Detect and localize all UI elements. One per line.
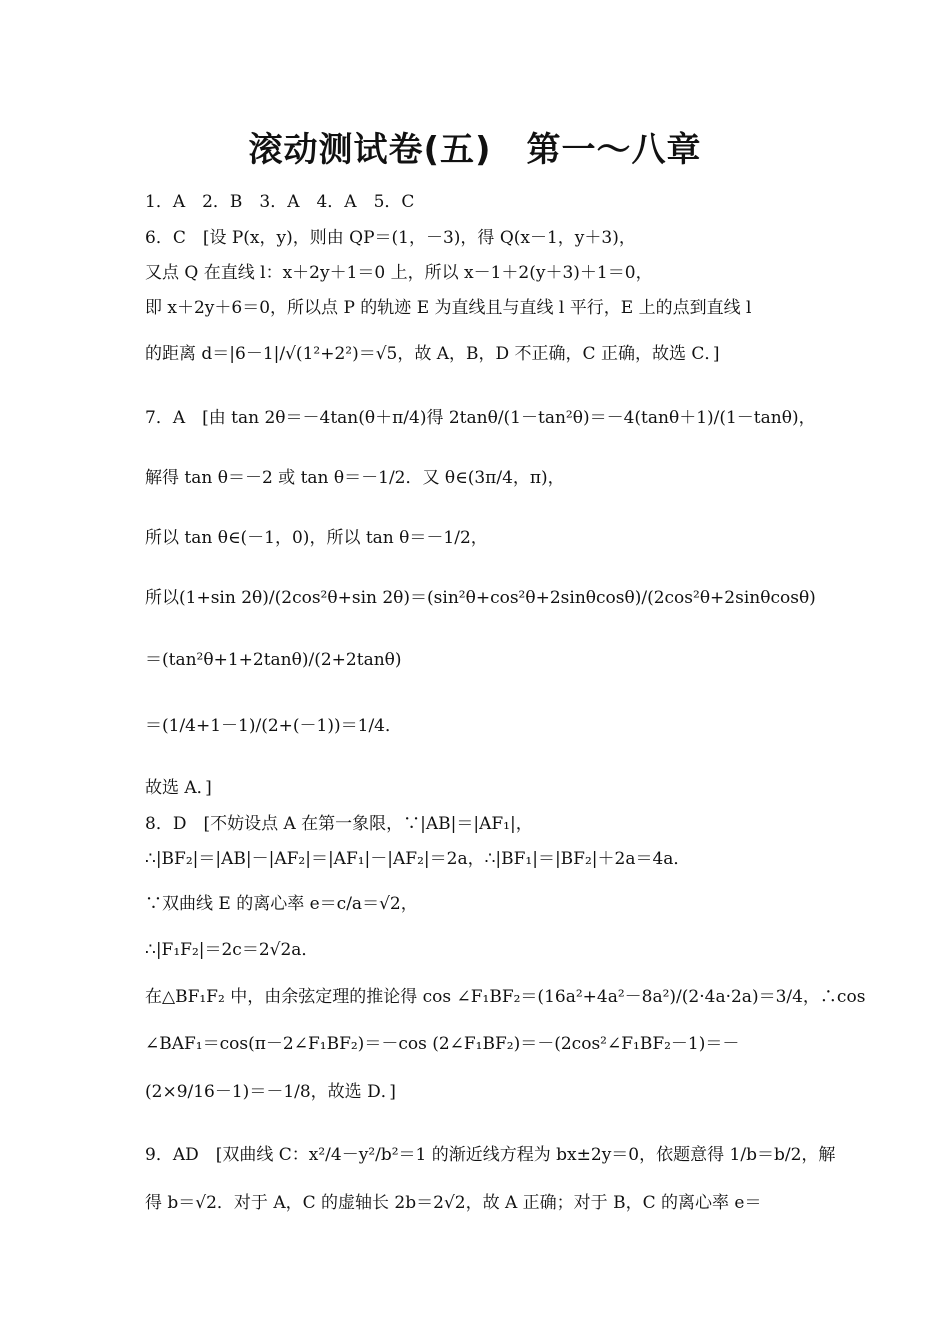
answer-line-19: (2×9/16－1)＝－1/8，故选 D．] bbox=[145, 1082, 396, 1102]
answer-line-8: 所以 tan θ∈(－1，0)，所以 tan θ＝－1/2， bbox=[145, 528, 488, 548]
answer-line-16: ∴|F₁F₂|＝2c＝2√2a． bbox=[145, 940, 319, 960]
answer-line-11: ＝(1/4+1－1)/(2+(－1))＝1/4． bbox=[145, 716, 402, 736]
answer-line-3: 又点 Q 在直线 l：x＋2y＋1＝0 上，所以 x－1＋2(y＋3)＋1＝0， bbox=[145, 263, 653, 283]
answer-line-18: ∠BAF₁＝cos(π－2∠F₁BF₂)＝－cos (2∠F₁BF₂)＝－(2cos²∠F₁BF₂－1)＝－ bbox=[145, 1034, 740, 1054]
answer-line-17: 在△BF₁F₂ 中，由余弦定理的推论得 cos ∠F₁BF₂＝(16a²+4a²－8a²)/(2·4a·2a)＝3/4，∴cos bbox=[145, 987, 866, 1007]
answer-line-5: 的距离 d＝|6－1|/√(1²+2²)＝√5，故 A，B，D 不正确，C 正确，故选 C．] bbox=[145, 344, 720, 364]
answer-line-15: ∵双曲线 E 的离心率 e＝c/a＝√2， bbox=[145, 894, 418, 914]
answer-line-21: 得 b＝√2．对于 A，C 的虚轴长 2b＝2√2，故 A 正确；对于 B，C 的离心率 e＝ bbox=[145, 1193, 762, 1213]
answer-line-4: 即 x＋2y＋6＝0，所以点 P 的轨迹 E 为直线且与直线 l 平行，E 上的点到直线 l bbox=[145, 298, 752, 318]
page-title: 滚动测试卷(五) 第一～八章 bbox=[248, 130, 702, 170]
answer-line-6: 7．A [由 tan 2θ＝－4tan(θ＋π/4)得 2tanθ/(1－tan²θ)＝－4(tanθ＋1)/(1－tanθ)， bbox=[145, 408, 816, 428]
answer-line-13: 8．D [不妨设点 A 在第一象限，∵|AB|＝|AF₁|， bbox=[145, 814, 533, 834]
answer-line-20: 9．AD [双曲线 C：x²/4－y²/b²＝1 的渐近线方程为 bx±2y＝0，依题意得 1/b＝b/2，解 bbox=[145, 1145, 836, 1165]
answer-line-1: 1．A 2．B 3．A 4．A 5．C bbox=[145, 192, 415, 212]
answer-line-14: ∴|BF₂|＝|AB|－|AF₂|＝|AF₁|－|AF₂|＝2a，∴|BF₁|＝|BF₂|＋2a＝4a． bbox=[145, 849, 691, 869]
answer-line-9: 所以(1+sin 2θ)/(2cos²θ+sin 2θ)＝(sin²θ+cos²θ+2sinθcosθ)/(2cos²θ+2sinθcosθ) bbox=[145, 588, 816, 608]
answer-line-7: 解得 tan θ＝－2 或 tan θ＝－1/2．又 θ∈(3π/4，π)， bbox=[145, 468, 565, 488]
answer-line-12: 故选 A．] bbox=[145, 778, 212, 798]
answer-line-10: ＝(tan²θ+1+2tanθ)/(2+2tanθ) bbox=[145, 650, 402, 670]
answer-line-2: 6．C [设 P(x，y)，则由 QP＝(1，－3)，得 Q(x－1，y＋3)， bbox=[145, 228, 636, 248]
